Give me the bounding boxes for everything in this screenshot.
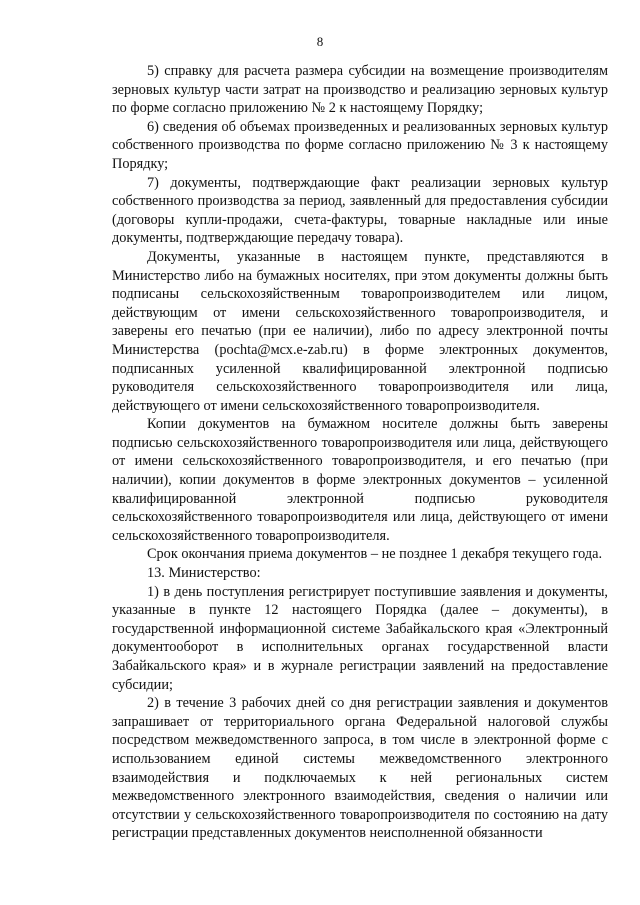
paragraph-item-5-certificate: 5) справку для расчета размера субсидии на возмещение производителям зерновых культур части затрат на производство и реализацию зерновых культур по форме согласно приложению № 2 к настоящему Порядку; — [112, 63, 608, 117]
paragraph-item-7-documents: 7) документы, подтверждающие факт реализации зерновых культур собственного производства за период, заявленный для предоставления субсидии (договоры купли-продажи, счета-фактуры, товарные накладные или иные документы, подтверждающие передачу товара). — [112, 174, 608, 247]
paragraph-13-item-1: 1) в день поступления регистрирует поступившие заявления и документы, указанные в пункте 12 настоящего Порядка (далее – документы), в государственной информационной системе Забайкальского края «Электронный документооборот в исполнительных органах государственной власти Забайкальского края» и в журнале регистрации заявлений на предоставление субсидии; — [112, 583, 608, 693]
document-body — [112, 62, 608, 843]
paragraph-copies-certification: Копии документов на бумажном носителе должны быть заверены подписью сельскохозяйственного товаропроизводителя или лица, действующего от имени сельскохозяйственного товаропроизводителя, и его печатью (при наличии), копии документов в форме электронных документов – усиленной квалифицированной электронной подписью руководителя сельскохозяйственного товаропроизводителя или лица, действующего от имени сельскохозяйственного товаропроизводителя. — [112, 416, 608, 544]
page-number: 8 — [316, 34, 324, 49]
paragraph-item-6-volumes: 6) сведения об объемах произведенных и реализованных зерновых культур собственного производства по форме согласно приложению № 3 к настоящему Порядку; — [112, 118, 608, 172]
paragraph-13-item-2: 2) в течение 3 рабочих дней со дня регистрации заявления и документов запрашивает от территориального органа Федеральной налоговой службы посредством межведомственного запроса, в том числе в электронной форме с использованием единой системы межведомственного электронного взаимодействия и подключаемых к ней региональных систем межведомственного электронного взаимодействия, сведения о наличии или отсутствии у сельскохозяйственного товаропроизводителя по состоянию на дату регистрации представленных документов неисполненной обязанности — [112, 695, 608, 842]
paragraph-section-13-heading: 13. Министерство: — [147, 565, 261, 582]
paragraph-submission-rules: Документы, указанные в настоящем пункте, представляются в Министерство либо на бумажных носителях, при этом документы должны быть подписаны сельскохозяйственным товаропроизводителем или лицом, действующим от имени сельскохозяйственного товаропроизводителя, и заверены его печатью (при ее наличии), либо по адресу электронной почты Министерства (pochta@мсх.e-zab.ru) в форме электронных документов, подписанных усиленной квалифицированной электронной подписью руководителя сельскохозяйственного товаропроизводителя или лица, действующего от имени сельскохозяйственного товаропроизводителя. — [112, 248, 608, 414]
paragraph-deadline: Срок окончания приема документов – не позднее 1 декабря текущего года. — [147, 546, 603, 563]
